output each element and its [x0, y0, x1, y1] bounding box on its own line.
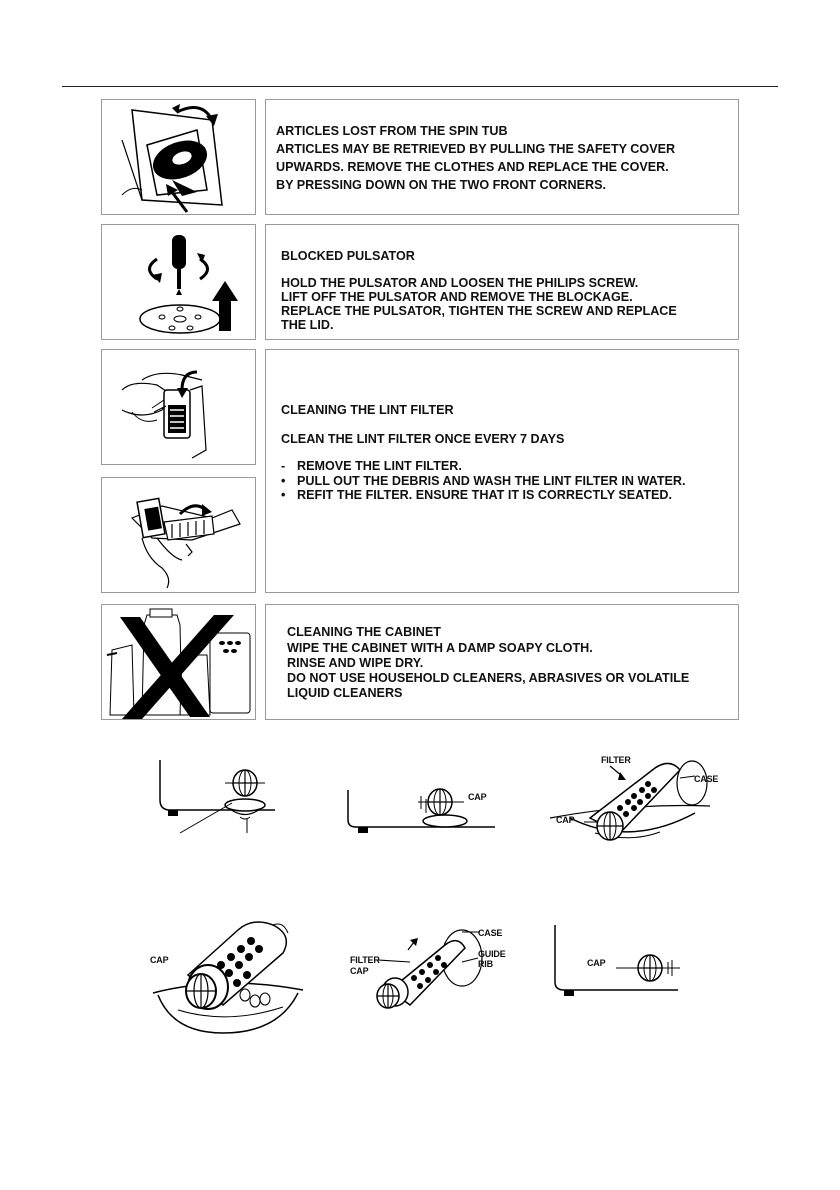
lint-filter-title: CLEANING THE LINT FILTER — [281, 403, 454, 417]
bullet-marker: • — [281, 488, 286, 502]
guide-rib-label — [478, 949, 506, 969]
pulsator-line-4: THE LID. — [281, 318, 334, 332]
cabinet-line-3: DO NOT USE HOUSEHOLD CLEANERS, ABRASIVES OR VOLATILE — [287, 671, 690, 685]
spin-tub-line-1: ARTICLES MAY BE RETRIEVED BY PULLING THE SAFETY COVER — [276, 142, 676, 156]
spin-tub-title: ARTICLES LOST FROM THE SPIN TUB — [276, 124, 508, 138]
lint-filter-wash-illustration — [101, 477, 256, 593]
guide-text: GUIDE — [478, 949, 506, 959]
lint-filter-step-1 — [281, 459, 462, 474]
case-label: CASE — [478, 928, 503, 938]
bullet-marker: - — [281, 459, 286, 473]
filter-step-3-figure — [550, 748, 715, 843]
spin-tub-line-3: BY PRESSING DOWN ON THE TWO FRONT CORNERS. — [276, 178, 607, 192]
bullet-marker: • — [281, 474, 286, 488]
lint-filter-step-3 — [281, 488, 672, 503]
cap-label: CAP — [150, 955, 169, 965]
filter-step-4-figure — [143, 915, 308, 1037]
pulsator-text-box — [265, 224, 739, 340]
filter-label: FILTER — [350, 955, 380, 965]
cabinet-line-4: LIQUID CLEANERS — [287, 686, 403, 700]
bullet-text: REFIT THE FILTER. ENSURE THAT IT IS CORRECTLY SEATED. — [297, 488, 673, 502]
bullet-text: REMOVE THE LINT FILTER. — [297, 459, 462, 473]
lint-filter-step-2 — [281, 474, 686, 489]
lint-filter-subtitle: CLEAN THE LINT FILTER ONCE EVERY 7 DAYS — [281, 432, 565, 446]
filter-step-1-figure — [150, 755, 280, 835]
cap-label: CAP — [468, 792, 487, 802]
cabinet-title: CLEANING THE CABINET — [287, 625, 441, 639]
pulsator-line-1: HOLD THE PULSATOR AND LOOSEN THE PHILIPS SCREW. — [281, 276, 639, 290]
filter-label: FILTER — [601, 755, 631, 765]
pulsator-title: BLOCKED PULSATOR — [281, 249, 415, 263]
cap-label: CAP — [556, 815, 575, 825]
lint-filter-remove-illustration — [101, 349, 256, 465]
filter-step-2-figure — [340, 775, 500, 835]
cap-label: CAP — [587, 958, 606, 968]
lint-filter-text-box — [265, 349, 739, 593]
cap-label: CAP — [350, 966, 369, 976]
header-rule — [62, 86, 778, 87]
spin-tub-line-2: UPWARDS. REMOVE THE CLOTHES AND REPLACE THE COVER. — [276, 160, 669, 174]
pulsator-line-3: REPLACE THE PULSATOR, TIGHTEN THE SCREW AND REPLACE — [281, 304, 677, 318]
bullet-text: PULL OUT THE DEBRIS AND WASH THE LINT FILTER IN WATER. — [297, 474, 686, 488]
rib-text: RIB — [478, 959, 493, 969]
cabinet-line-1: WIPE THE CABINET WITH A DAMP SOAPY CLOTH. — [287, 641, 593, 655]
case-label: CASE — [694, 774, 719, 784]
cabinet-text-box — [265, 604, 739, 720]
spin-tub-illustration — [101, 99, 256, 215]
spin-tub-text-box — [265, 99, 739, 215]
cabinet-line-2: RINSE AND WIPE DRY. — [287, 656, 424, 670]
filter-step-6-figure — [550, 920, 685, 1002]
pulsator-illustration — [101, 224, 256, 340]
pulsator-line-2: LIFT OFF THE PULSATOR AND REMOVE THE BLOCKAGE. — [281, 290, 633, 304]
cabinet-illustration — [101, 604, 256, 720]
